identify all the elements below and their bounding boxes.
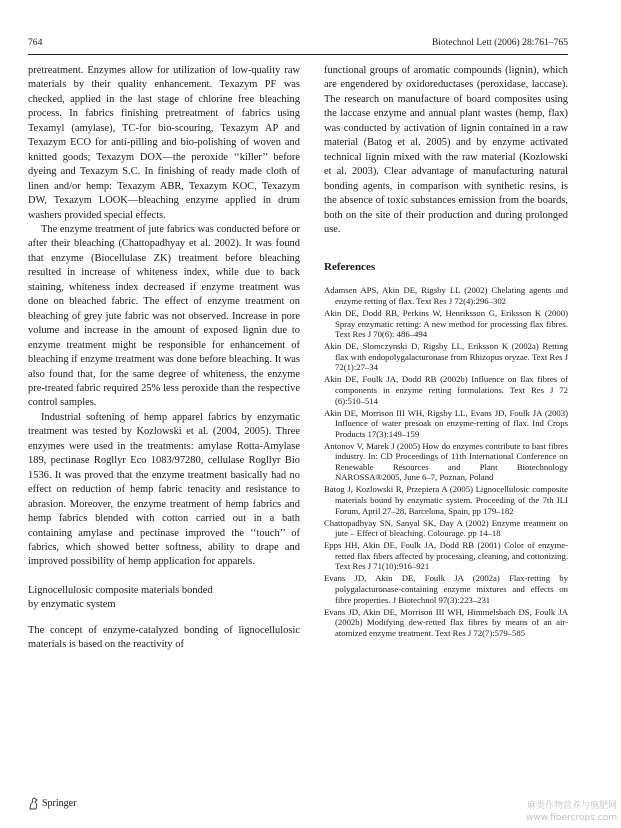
- springer-horse-icon: [28, 797, 39, 810]
- reference-item: Akin DE, Dodd RB, Perkins W, Henriksson G, Eriksson K (2000) Spray enzymatic retting: A new method for processing flax fibres. Text Res J 70(6): 486–494: [324, 308, 568, 340]
- reference-item: Evans JD, Akin DE, Foulk JA (2002a) Flax-retting by polygalacturonase-containing enzyme mixtures and effects on fibre properties. J Biotechnol 97(3):223–231: [324, 573, 568, 605]
- left-column: [28, 64, 300, 653]
- reference-item: Akin DE, Morrison III WH, Rigsby LL, Evans JD, Foulk JA (2003) Influence of water presoak on enzyme-retting of flax. Ind Crops Products 17(3):149–159: [324, 407, 568, 439]
- reference-item: Batog J, Kozlowski R, Przepiera A (2005) Lignocellulosic composite materials bound by enzymatic system. Proceeding of the 7th ILI Forum, April 27–28, Barcelona, Spain, pp 179–182: [324, 484, 568, 516]
- reference-item: Adamsen APS, Akin DE, Rigsby LL (2002) Chelating agents and enzyme retting of flax. Text Res J 72(4):296–302: [324, 285, 568, 307]
- journal-citation: Biotechnol Lett (2006) 28:761–765: [431, 37, 568, 48]
- reference-item: Chattopadhyay SN, Sanyal SK, Day A (2002) Enzyme treatment on jute – Effect of bleaching. Colourage. pp 14–18: [324, 517, 568, 539]
- reference-item: Antonov V, Marek J (2005) How do enzymes contribute to bast fibres industry. In: CD Proceedings of 11th International Conference on Renewable Resources and Plant Biotechnology NAROSSA®2005, June 6–7, Poznan, Poland: [324, 440, 568, 483]
- body-paragraph: The concept of enzyme-catalyzed bonding of lignocellulosic materials is based on the reactivity of: [28, 624, 300, 651]
- body-paragraph: Industrial softening of hemp apparel fabrics by enzymatic treatment was tested by Kozlowski et al. (2004, 2005). Three enzymes were used in the treatments: amylase Rotta-Amylase 189, pectinase Rogllyr Eco 1083/97280, cellulase Rogllyr Bio 1536. It was proved that the enzyme treatment basically had no effect on reduction of hemp fabric tenacity and resistance to abrasion. Moreover, the enzyme treatment of hemp fabrics and hemp fabrics blended with cotton carried out in a bath containing amylase and pectinase improved the ‘‘touch’’ of fabrics, which showed better softness, ability to drape and improved possibility of hemp application for apparels.: [28, 411, 300, 568]
- references-heading: References: [324, 261, 376, 274]
- watermark: [526, 800, 617, 824]
- right-column: [324, 64, 568, 640]
- publisher-name: Springer: [42, 798, 77, 809]
- section-heading-line: by enzymatic system: [28, 599, 116, 611]
- watermark-line: 麻类作物营养与施肥网: [526, 801, 617, 811]
- body-paragraph: The enzyme treatment of jute fabrics was conducted before or after their bleaching (Chattopadhyay et al. 2002). It was found that enzyme (Biocellulase ZK) treatment before bleaching resulted in increase of whiteness index, while due to back staining, whiteness index decreased if enzyme treatment was done on bleached fabric. The effect of enzyme treatment on bleaching of grey jute fabric was not observed. Increase in pore volume and increase in the amount of exposed lignin due to enzyme treatment might be responsible for enhancement of bleaching if enzyme treatment was done before bleaching. It was also found that, for the same degree of whiteness, the enzyme pre-treated fabric required 25% less peroxide than the respective control samples.: [28, 223, 300, 409]
- header-rule: [28, 54, 568, 55]
- watermark-line: www.fibercrops.com: [526, 813, 617, 823]
- reference-item: Akin DE, Slomczynski D, Rigsby LL, Eriksson K (2002a) Retting flax with endopolygalacturonase from Rhizopus oryzae. Text Res J 72(1):27–34: [324, 341, 569, 373]
- body-paragraph: pretreatment. Enzymes allow for utilization of low-quality raw materials by their quality enhancement. Texazym PF was checked, applied in the last stage of chlorine free bleaching process. In fabrics finishing pretreatment of fabrics using Texamyl (amylase), TC-for bio-scouring, Texazym AP and Texazym ECO for anti-pilling and bio-polishing of woven and knitted goods; Texazym DOX—the peroxide ‘‘killer’’ before dyeing and Texazym S.C. In finishing of ready made cloth of linen and/or hemp: Texazym ABR, Texazym KOC, Texazym DW, Texazym LOOK—bleaching enzyme applied in drum washers provided special effects.: [28, 65, 300, 221]
- reference-item: Evans JD, Akin DE, Morrison III WH, Himmelsbach DS, Foulk JA (2002b) Modifying dew-retted flax fibres by means of an air-atomized enzyme treatment. Text Res J 72(7):579–585: [324, 606, 568, 638]
- reference-item: Epps HH, Akin DE, Foulk JA, Dodd RB (2001) Color of enzyme-retted flax fibers affected by processing, cleaning, and cottonizing. Text Res J 71(10):916–921: [324, 540, 568, 572]
- body-paragraph: functional groups of aromatic compounds (lignin), which are engendered by oxidoreductases (peroxidase, laccase). The research on manufacture of board composites using the laccase enzyme and annual plant wastes (hemp, flax) was conducted by activation of lignin contained in a raw material (Batog et al. 2005) and by enzyme activated technical lignin mixed with the raw material (Kozlowski et al. 2003). Clear advantage of manufacturing natural bonding agents, in comparison with synthetic resins, is the absence of toxic substances emission from the boards, both on the site of their production and during prolonged use.: [324, 65, 568, 235]
- page-number: 764: [28, 37, 43, 48]
- section-heading: [28, 584, 300, 613]
- section-heading-line: Lignocellulosic composite materials bonded: [28, 584, 213, 596]
- page-footer: [28, 797, 76, 810]
- reference-list: [324, 285, 568, 638]
- reference-item: Akin DE, Foulk JA, Dodd RB (2002b) Influence on flax fibres of components in enzyme retting formulations. Text Res J 72 (6):510–514: [324, 374, 568, 406]
